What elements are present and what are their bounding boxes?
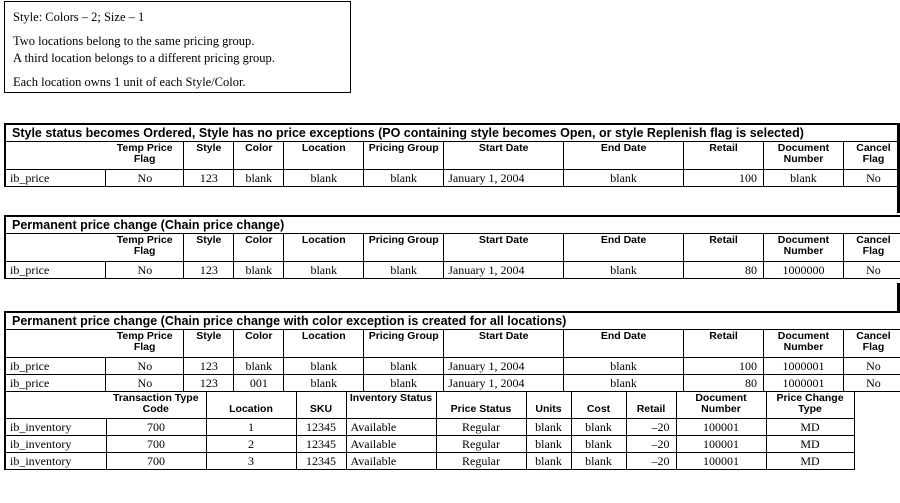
table-cell: January 1, 2004	[444, 374, 564, 391]
header-cell: Cancel Flag	[843, 142, 900, 169]
table-cell: blank	[564, 357, 684, 374]
header-cell	[6, 392, 106, 419]
table-cell: January 1, 2004	[444, 357, 564, 374]
table-cell: MD	[766, 419, 854, 436]
header-cell: Location	[284, 234, 364, 261]
table-cell: blank	[526, 419, 571, 436]
header-row	[6, 142, 900, 169]
header-cell: Start Date	[444, 142, 564, 169]
table-cell: blank	[364, 169, 444, 186]
table-cell: blank	[284, 374, 364, 391]
note-line: A third location belongs to a different pricing group.	[13, 51, 275, 65]
header-cell: Document Number	[763, 142, 843, 169]
header-cell: Retail	[684, 142, 764, 169]
header-cell: Temp Price Flag	[106, 234, 184, 261]
price-table	[6, 234, 900, 279]
table-cell: blank	[571, 436, 626, 453]
header-cell: SKU	[296, 392, 346, 419]
table-cell: blank	[571, 453, 626, 470]
table-cell: blank	[564, 261, 684, 278]
price-section-ordered	[4, 123, 900, 187]
table-cell: Available	[346, 436, 436, 453]
table-cell: blank	[763, 169, 843, 186]
table-row	[6, 436, 854, 453]
note-line: Each location owns 1 unit of each Style/Color.	[13, 75, 246, 89]
header-row	[6, 392, 854, 419]
table-cell: blank	[234, 169, 284, 186]
header-cell: Document Number	[763, 330, 843, 357]
header-cell: Style	[184, 142, 234, 169]
header-cell: Location	[284, 142, 364, 169]
table-cell: ib_inventory	[6, 436, 106, 453]
header-cell: End Date	[564, 142, 684, 169]
header-cell: Location	[206, 392, 296, 419]
table-cell: blank	[564, 169, 684, 186]
header-cell: Style	[184, 330, 234, 357]
table-row	[6, 453, 854, 470]
header-cell: Start Date	[444, 330, 564, 357]
table-cell: Available	[346, 453, 436, 470]
note-line: Two locations belong to the same pricing group.	[13, 34, 255, 48]
table-cell: MD	[766, 453, 854, 470]
header-cell	[6, 234, 106, 261]
header-cell: Pricing Group	[364, 234, 444, 261]
table-cell: No	[843, 374, 900, 391]
section-title: Style status becomes Ordered, Style has no price exceptions (PO containing style becomes Open, or style Replenish flag is selected)	[6, 125, 900, 142]
table-cell: Regular	[436, 453, 526, 470]
header-cell: Temp Price Flag	[106, 142, 184, 169]
table-cell: No	[843, 357, 900, 374]
table-cell: ib_price	[6, 169, 106, 186]
header-cell: Pricing Group	[364, 142, 444, 169]
table-cell: 123	[184, 374, 234, 391]
header-cell: Style	[184, 234, 234, 261]
table-row	[6, 357, 900, 374]
table-cell: blank	[526, 436, 571, 453]
header-cell: Price Change Type	[766, 392, 854, 419]
table-cell: blank	[234, 357, 284, 374]
table-cell: Available	[346, 419, 436, 436]
header-cell: Color	[234, 330, 284, 357]
table-cell: January 1, 2004	[444, 169, 564, 186]
table-cell: 001	[234, 374, 284, 391]
header-cell: Temp Price Flag	[106, 330, 184, 357]
table-cell: Regular	[436, 419, 526, 436]
header-cell: Price Status	[436, 392, 526, 419]
scenario-note	[4, 1, 351, 93]
header-cell: Cost	[571, 392, 626, 419]
table-cell: –20	[626, 419, 676, 436]
table-cell: No	[106, 357, 184, 374]
table-cell: 12345	[296, 453, 346, 470]
note-line: Style: Colors – 2; Size – 1	[13, 10, 145, 24]
table-cell: 80	[684, 374, 764, 391]
header-cell: Retail	[626, 392, 676, 419]
header-row	[6, 234, 900, 261]
table-cell: blank	[564, 374, 684, 391]
table-cell: blank	[364, 374, 444, 391]
header-row	[6, 330, 900, 357]
section-title: Permanent price change (Chain price change with color exception is created for all locations)	[6, 313, 900, 330]
header-cell: Cancel Flag	[843, 234, 900, 261]
header-cell: Color	[234, 142, 284, 169]
table-cell: Regular	[436, 436, 526, 453]
table-cell: –20	[626, 453, 676, 470]
table-cell: 100001	[676, 419, 766, 436]
table-cell: blank	[284, 261, 364, 278]
table-cell: No	[843, 169, 900, 186]
table-row	[6, 261, 900, 278]
table-cell: blank	[234, 261, 284, 278]
table-cell: 100001	[676, 436, 766, 453]
table-cell: 1000001	[763, 374, 843, 391]
price-table	[6, 330, 900, 392]
table-cell: 700	[106, 419, 206, 436]
table-cell: blank	[284, 169, 364, 186]
header-cell: Pricing Group	[364, 330, 444, 357]
header-cell: Inventory Status	[346, 392, 436, 419]
table-cell: blank	[571, 419, 626, 436]
section-title: Permanent price change (Chain price change)	[6, 217, 900, 234]
table-cell: 100001	[676, 453, 766, 470]
header-cell: Start Date	[444, 234, 564, 261]
table-cell: January 1, 2004	[444, 261, 564, 278]
table-cell: 700	[106, 453, 206, 470]
header-cell: Location	[284, 330, 364, 357]
table-cell: ib_price	[6, 261, 106, 278]
price-section-color-exception	[4, 311, 900, 470]
table-cell: 700	[106, 436, 206, 453]
header-cell: Transaction Type Code	[106, 392, 206, 419]
table-cell: No	[106, 169, 184, 186]
header-cell: Document Number	[676, 392, 766, 419]
header-cell: End Date	[564, 330, 684, 357]
table-cell: 3	[206, 453, 296, 470]
table-cell: MD	[766, 436, 854, 453]
table-cell: 1000000	[763, 261, 843, 278]
header-cell: Document Number	[763, 234, 843, 261]
table-cell: 100	[684, 357, 764, 374]
table-row	[6, 169, 900, 186]
table-cell: 123	[184, 357, 234, 374]
header-cell: Color	[234, 234, 284, 261]
table-cell: 12345	[296, 436, 346, 453]
header-cell: Cancel Flag	[843, 330, 900, 357]
header-cell: Retail	[684, 330, 764, 357]
header-cell: Units	[526, 392, 571, 419]
price-section-chain	[4, 215, 900, 279]
inventory-table	[6, 392, 855, 471]
table-cell: ib_inventory	[6, 453, 106, 470]
table-cell: –20	[626, 436, 676, 453]
table-cell: blank	[284, 357, 364, 374]
table-cell: blank	[364, 261, 444, 278]
table-cell: 12345	[296, 419, 346, 436]
header-cell: Retail	[684, 234, 764, 261]
table-row	[6, 419, 854, 436]
table-cell: No	[106, 261, 184, 278]
header-cell	[6, 142, 106, 169]
table-cell: 123	[184, 169, 234, 186]
header-cell: End Date	[564, 234, 684, 261]
table-cell: 1	[206, 419, 296, 436]
table-cell: 123	[184, 261, 234, 278]
table-row	[6, 374, 900, 391]
table-cell: ib_price	[6, 374, 106, 391]
table-cell: 100	[684, 169, 764, 186]
table-cell: 1000001	[763, 357, 843, 374]
table-cell: blank	[526, 453, 571, 470]
price-table	[6, 142, 900, 187]
table-cell: blank	[364, 357, 444, 374]
table-cell: No	[106, 374, 184, 391]
header-cell	[6, 330, 106, 357]
table-cell: ib_price	[6, 357, 106, 374]
table-cell: ib_inventory	[6, 419, 106, 436]
table-cell: 2	[206, 436, 296, 453]
table-cell: 80	[684, 261, 764, 278]
table-cell: No	[843, 261, 900, 278]
